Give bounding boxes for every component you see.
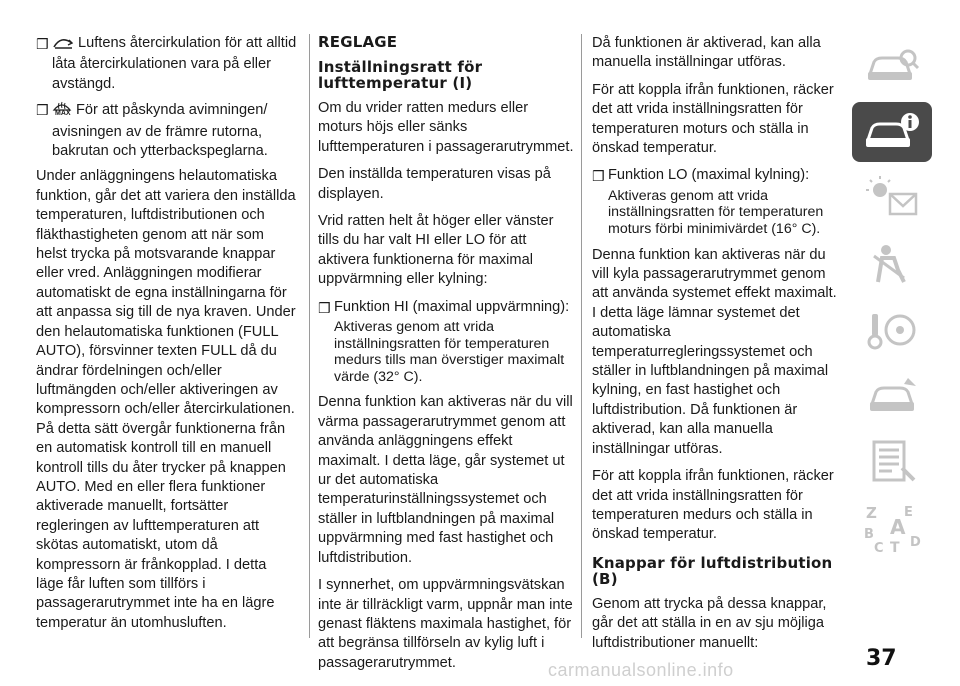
tab-car-info[interactable] <box>852 102 932 162</box>
tab-safety[interactable] <box>852 234 932 294</box>
lo-function-description: Aktiveras genom att vrida inställningsratten för temperaturen moturs förbi minimivärdet (16° C). <box>608 187 824 238</box>
column-divider <box>309 34 310 638</box>
index-letter-b: B <box>864 527 874 542</box>
auto-mode-paragraph: Under anläggningens helautomatiska funktion, går det att variera den inställda temperaturen, luftdistributionen och fläkthastigheten genom att när som helst trycka på motsvarande knappar eller vred. Anläggningen modifierar automatiskt de egna inställningarna för att anpassa sig till de nya kraven. Under den helautomatiska funktionen (FULL AUTO), försvinner texten FULL då du ändrar fördelningen och/eller luftmängden och/eller aktiveringen av kompressorn och/eller återcirkulationen. På detta sätt övergår funktionerna från en automatisk kontroll till en manuell kontroll tills du åter trycker på knappen AUTO. Med en eller flera funktioner aktiverade manuellt, fortsätter regleringen av lufttemperaturen att skötas automatiskt, utom då kompressorn är frånkopplad. I detta läge får luften som tillförs i passagerarutrymmet inte ha en lägre temperatur än utomhusluften. <box>36 168 296 631</box>
text-column-1 <box>36 34 298 641</box>
tab-emergency[interactable] <box>852 366 932 426</box>
defrost-item <box>36 100 298 161</box>
index-letter-c: C <box>874 541 884 554</box>
alphabet-index-icon <box>860 502 924 554</box>
paragraph: Den inställda temperaturen visas på displayen. <box>318 166 551 202</box>
car-info-icon <box>862 110 922 154</box>
paragraph: Om du vrider ratten medurs eller moturs höjs eller sänks lufttemperaturen i passagerarutrymmet. <box>318 100 574 155</box>
recirculation-text: Luftens återcirkulation för att alltid låta återcirkulationen vara på eller avstängd. <box>52 35 297 92</box>
text-column-3 <box>592 34 844 661</box>
recirculation-icon <box>52 36 74 55</box>
paragraph: I synnerhet, om uppvärmningsvätskan inte är tillräckligt varm, uppnår man inte genast fläktens maximala hastighet, för att begränsa tillförseln av kylig luft i passagerarutrymmet. <box>318 577 573 671</box>
paragraph: För att koppla ifrån funktionen, räcker det att vrida inställningsratten för temperaturen medurs och ställa in önskad temperatur. <box>592 468 834 543</box>
paragraph: Genom att trycka på dessa knappar, går det att ställa in en av sju möjliga luftdistributioner manuellt: <box>592 595 827 651</box>
car-breakdown-icon <box>864 374 920 418</box>
max-label: MAX <box>55 110 71 118</box>
index-letter-d: D <box>910 535 921 550</box>
bullet-box: ❒ <box>592 168 605 185</box>
paragraph: Denna funktion kan aktiveras när du vill kyla passagerarutrymmet genom att använda systemet effekt maximalt. I detta läge lämnar systemet det automatiska temperaturregleringssystemet och ställer in luftblandningen på maximal kylning, en fast hastighet och luftdistribution. Då funktionen är aktiverad, kan alla manuella inställningar utföras. <box>592 246 837 457</box>
subsection-heading: Knappar för luftdistribution (B) <box>592 553 833 588</box>
text-column-2 <box>318 34 576 681</box>
bullet-box: ❒ <box>36 36 49 52</box>
index-letter-a: A <box>890 515 906 539</box>
tab-warning-lights[interactable] <box>852 168 932 228</box>
tab-knowing-car[interactable] <box>852 36 932 96</box>
bullet-box: ❒ <box>318 299 331 316</box>
subsection-heading: Inställningsratt för lufttemperatur (I) <box>318 58 483 92</box>
page-number: 37 <box>866 646 897 671</box>
paragraph: Då funktionen är aktiverad, kan alla manuella inställningar utföras. <box>592 35 821 71</box>
paragraph: Vrid ratten helt åt höger eller vänster tills du har valt HI eller LO för att aktivera funktionerna för maximal uppvärmning eller kylning: <box>318 213 554 288</box>
paragraph: För att koppla ifrån funktionen, räcker det att vrida inställningsratten för temperaturen moturs och ställa in önskad temperatur. <box>592 81 834 157</box>
index-letter-z: Z <box>866 504 877 522</box>
airbag-person-icon <box>864 242 920 286</box>
hi-function-item <box>318 298 576 317</box>
tab-technical-data[interactable] <box>852 432 932 492</box>
defrost-text: För att påskynda avimningen/ avisningen av de främre rutorna, bakrutan och ytterbackspeglarna. <box>52 102 268 160</box>
tab-starting-driving[interactable] <box>852 300 932 360</box>
recirculation-item <box>36 34 298 94</box>
bullet-box: ❒ <box>36 102 49 119</box>
watermark: carmanualsonline.info <box>548 660 734 680</box>
car-inspect-icon <box>864 46 920 86</box>
max-defrost-icon <box>52 100 72 122</box>
chapter-tabs <box>852 36 932 564</box>
lo-function-item <box>592 166 844 185</box>
index-letter-t: T <box>890 540 900 554</box>
lo-function-title: Funktion LO (maximal kylning): <box>608 167 810 184</box>
hi-function-description: Aktiveras genom att vrida inställningsratten för temperaturen medurs tills man överstiger maximalt värde (32° C). <box>334 319 565 385</box>
spec-list-icon <box>864 438 920 486</box>
warning-lights-icon <box>864 176 920 220</box>
steering-key-icon <box>864 308 920 352</box>
column-divider <box>581 34 582 638</box>
section-heading: REGLAGE <box>318 33 398 51</box>
tab-index[interactable] <box>852 498 932 558</box>
paragraph: Denna funktion kan aktiveras när du vill värma passagerarutrymmet genom att använda anläggningens effekt maximalt. I detta läge, går systemet ut ur det automatiska temperaturinställningssystemet och ställer in luftblandningen på maximal uppvärmning med fast hastighet och luftdistribution. <box>318 394 573 566</box>
index-letter-e: E <box>904 505 913 520</box>
hi-function-title: Funktion HI (maximal uppvärmning): <box>334 298 570 315</box>
